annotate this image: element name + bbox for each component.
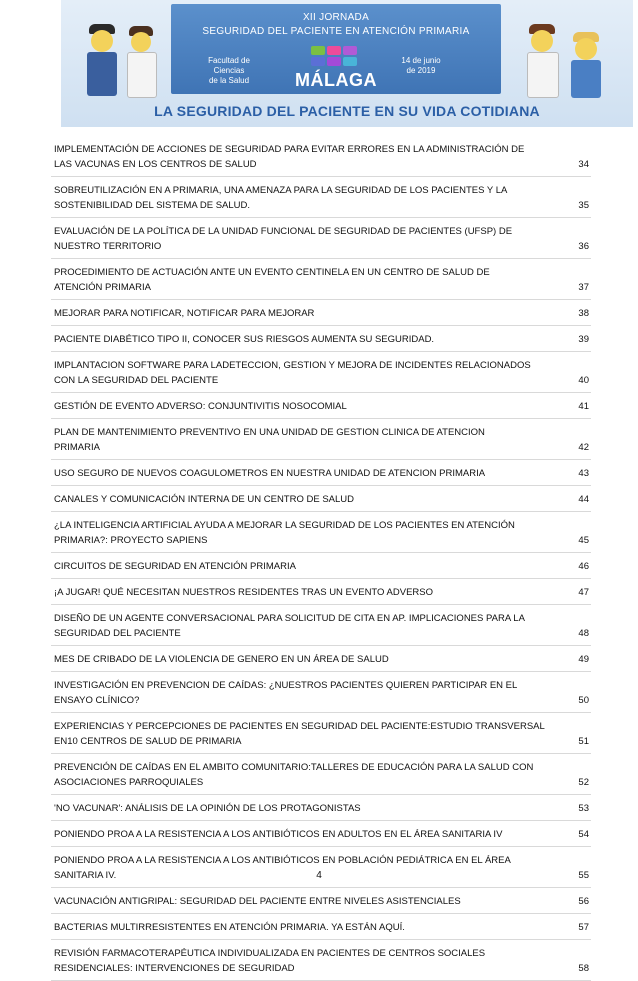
toc-entry-page: 54: [578, 829, 589, 840]
toc-entry-title: INVESTIGACIÓN EN PREVENCION DE CAÍDAS: ¿NUESTROS PACIENTES QUIEREN PARTICIPAR EN EL ENSAYO CLÍNICO?: [54, 680, 518, 706]
toc-entry-title: PLAN DE MANTENIMIENTO PREVENTIVO EN UNA UNIDAD DE GESTION CLINICA DE ATENCION PRIMARIA: [54, 427, 485, 453]
toc-entry-title: REVISIÓN FARMACOTERAPÉUTICA INDIVIDUALIZADA EN PACIENTES DE CENTROS SOCIALES RESIDENCIALES: INTERVENCIONES DE SEGURIDAD: [54, 948, 486, 974]
toc-entry-title: PREVENCIÓN DE CAÍDAS EN EL AMBITO COMUNITARIO:TALLERES DE EDUCACIÓN PARA LA SALUD CON ASOCIACIONES PARROQUIALES: [54, 762, 534, 788]
toc-entry-page: 53: [578, 803, 589, 814]
toc-entry-page: 51: [578, 736, 589, 747]
toc-entry[interactable]: [51, 579, 591, 605]
toc-entry[interactable]: [51, 177, 591, 218]
event-banner: [61, 0, 633, 127]
table-of-contents: [51, 136, 591, 981]
toc-entry[interactable]: [51, 352, 591, 393]
toc-entry-page: 43: [578, 468, 589, 479]
toc-entry-title: 'NO VACUNAR': ANÁLISIS DE LA OPINIÓN DE LOS PROTAGONISTAS: [54, 803, 361, 814]
toc-entry[interactable]: [51, 300, 591, 326]
toc-entry-page: 48: [578, 628, 589, 639]
toc-entry-page: 34: [578, 159, 589, 170]
toc-entry-page: 38: [578, 308, 589, 319]
toc-entry[interactable]: [51, 460, 591, 486]
jornada-label: XII JORNADA: [302, 12, 370, 23]
event-date: 14 de junio de 2019: [401, 56, 441, 75]
lego-figures-left-image: [81, 22, 161, 100]
toc-entry-page: 57: [578, 922, 589, 933]
toc-entry-title: ¡A JUGAR! QUÉ NECESITAN NUESTROS RESIDENTES TRAS UN EVENTO ADVERSO: [54, 587, 434, 598]
venue-label: Facultad de Ciencias de la Salud: [208, 56, 250, 85]
toc-entry-title: MEJORAR PARA NOTIFICAR, NOTIFICAR PARA MEJORAR: [54, 308, 315, 319]
toc-entry-title: BACTERIAS MULTIRRESISTENTES EN ATENCIÓN PRIMARIA. YA ESTÁN AQUÍ.: [54, 922, 405, 933]
toc-entry-title: IMPLANTACION SOFTWARE PARA LADETECCION, GESTION Y MEJORA DE INCIDENTES RELACIONADOS CON LA SEGURIDAD DEL PACIENTE: [54, 360, 531, 386]
toc-entry[interactable]: [51, 940, 591, 981]
toc-entry-page: 40: [578, 375, 589, 386]
toc-entry[interactable]: [51, 136, 591, 177]
toc-entry[interactable]: [51, 821, 591, 847]
toc-entry[interactable]: [51, 326, 591, 352]
toc-entry-title: EVALUACIÓN DE LA POLÍTICA DE LA UNIDAD FUNCIONAL DE SEGURIDAD DE PACIENTES (UFSP) DE NUESTRO TERRITORIO: [54, 226, 513, 252]
university-logo-icon: [311, 46, 361, 68]
toc-entry-page: 47: [578, 587, 589, 598]
toc-entry-title: PONIENDO PROA A LA RESISTENCIA A LOS ANTIBIÓTICOS EN ADULTOS EN EL ÁREA SANITARIA IV: [54, 829, 503, 840]
toc-entry[interactable]: [51, 646, 591, 672]
toc-entry[interactable]: [51, 218, 591, 259]
toc-entry-page: 45: [578, 535, 589, 546]
toc-entry-page: 56: [578, 896, 589, 907]
toc-entry-title: SOBREUTILIZACIÓN EN A PRIMARIA, UNA AMENAZA PARA LA SEGURIDAD DE LOS PACIENTES Y LA SOSTENIBILIDAD DEL SISTEMA DE SALUD.: [54, 185, 508, 211]
event-title-panel: [171, 4, 501, 94]
toc-entry-page: 37: [578, 282, 589, 293]
toc-entry-page: 46: [578, 561, 589, 572]
toc-entry-page: 42: [578, 442, 589, 453]
toc-entry-title: EXPERIENCIAS Y PERCEPCIONES DE PACIENTES EN SEGURIDAD DEL PACIENTE:ESTUDIO TRANSVERSAL EN10 CENTROS DE SALUD DE PRIMARIA: [54, 721, 545, 747]
toc-entry-title: MES DE CRIBADO DE LA VIOLENCIA DE GENERO EN UN ÁREA DE SALUD: [54, 654, 389, 665]
toc-entry-page: 41: [578, 401, 589, 412]
toc-entry-title: CANALES Y COMUNICACIÓN INTERNA DE UN CENTRO DE SALUD: [54, 494, 355, 505]
event-tagline: LA SEGURIDAD DEL PACIENTE EN SU VIDA COTIDIANA: [154, 103, 540, 119]
event-title: SEGURIDAD DEL PACIENTE EN ATENCIÓN PRIMARIA: [202, 26, 470, 37]
toc-entry-title: USO SEGURO DE NUEVOS COAGULOMETROS EN NUESTRA UNIDAD DE ATENCION PRIMARIA: [54, 468, 486, 479]
page-number: 4: [316, 870, 322, 881]
toc-entry-page: 52: [578, 777, 589, 788]
toc-entry[interactable]: [51, 553, 591, 579]
toc-entry-title: GESTIÓN DE EVENTO ADVERSO: CONJUNTIVITIS NOSOCOMIAL: [54, 401, 347, 412]
toc-entry[interactable]: [51, 713, 591, 754]
toc-entry-title: ¿LA INTELIGENCIA ARTIFICIAL AYUDA A MEJORAR LA SEGURIDAD DE LOS PACIENTES EN ATENCIÓN PRIMARIA?: PROYECTO SAPIENS: [54, 520, 515, 546]
toc-entry-page: 50: [578, 695, 589, 706]
toc-entry-page: 58: [578, 963, 589, 974]
toc-entry[interactable]: [51, 672, 591, 713]
toc-entry-page: 44: [578, 494, 589, 505]
toc-entry-page: 36: [578, 241, 589, 252]
toc-entry-page: 49: [578, 654, 589, 665]
toc-entry-title: CIRCUITOS DE SEGURIDAD EN ATENCIÓN PRIMARIA: [54, 561, 296, 572]
toc-entry-page: 55: [578, 870, 589, 881]
toc-entry[interactable]: [51, 605, 591, 646]
toc-entry-page: 39: [578, 334, 589, 345]
lego-figures-right-image: [521, 22, 611, 100]
toc-entry[interactable]: [51, 914, 591, 940]
toc-entry-title: PROCEDIMIENTO DE ACTUACIÓN ANTE UN EVENTO CENTINELA EN UN CENTRO DE SALUD DE ATENCIÓN PRIMARIA: [54, 267, 490, 293]
toc-entry[interactable]: [51, 754, 591, 795]
toc-entry-title: IMPLEMENTACIÓN DE ACCIONES DE SEGURIDAD PARA EVITAR ERRORES EN LA ADMINISTRACIÓN DE LAS VACUNAS EN LOS CENTROS DE SALUD: [54, 144, 525, 170]
toc-entry-title: PONIENDO PROA A LA RESISTENCIA A LOS ANTIBIÓTICOS EN POBLACIÓN PEDIÁTRICA EN EL ÁREA SANITARIA IV.: [54, 855, 511, 881]
toc-entry[interactable]: [51, 847, 591, 888]
toc-entry[interactable]: [51, 419, 591, 460]
toc-entry-page: 35: [578, 200, 589, 211]
toc-entry[interactable]: [51, 393, 591, 419]
toc-entry[interactable]: [51, 486, 591, 512]
toc-entry-title: VACUNACIÓN ANTIGRIPAL: SEGURIDAD DEL PACIENTE ENTRE NIVELES ASISTENCIALES: [54, 896, 461, 907]
toc-entry[interactable]: [51, 795, 591, 821]
toc-entry-title: DISEÑO DE UN AGENTE CONVERSACIONAL PARA SOLICITUD DE CITA EN AP. IMPLICACIONES PARA LA SEGURIDAD DEL PACIENTE: [54, 613, 525, 639]
event-city: MÁLAGA: [295, 70, 377, 90]
toc-entry[interactable]: [51, 259, 591, 300]
toc-entry-title: PACIENTE DIABÉTICO TIPO II, CONOCER SUS RIESGOS AUMENTA SU SEGURIDAD.: [54, 334, 435, 345]
toc-entry[interactable]: [51, 512, 591, 553]
toc-entry[interactable]: [51, 888, 591, 914]
